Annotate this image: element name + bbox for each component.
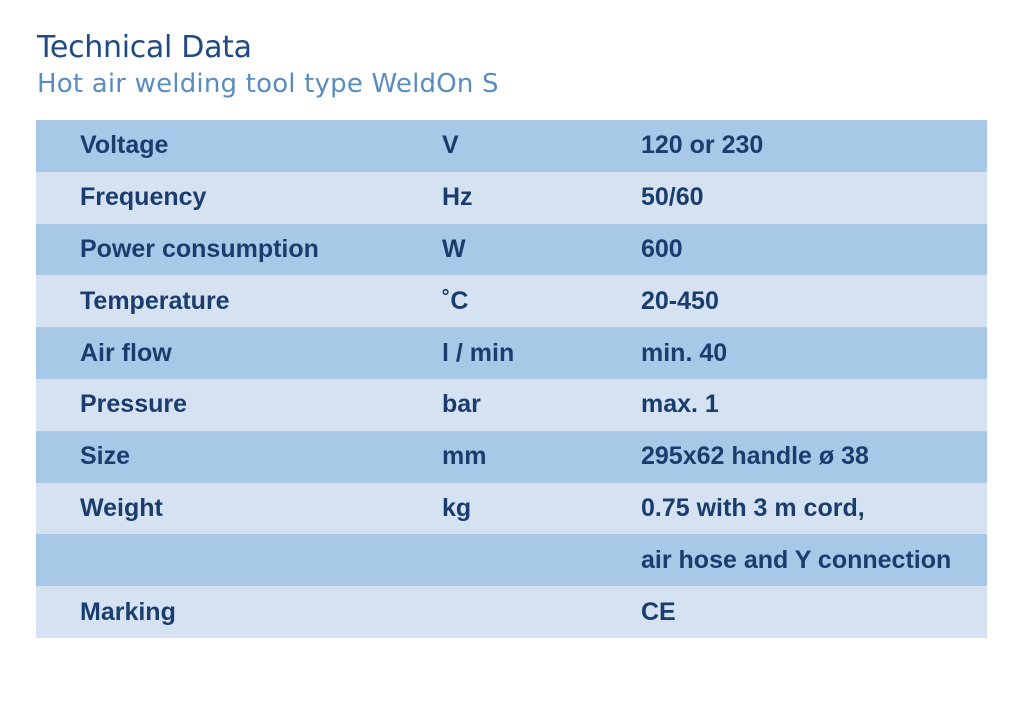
parameter-cell: Power consumption [80, 234, 319, 263]
table-row [36, 483, 987, 535]
value-cell: 20-450 [641, 286, 719, 315]
value-cell: 0.75 with 3 m cord, [641, 493, 865, 522]
unit-cell: W [442, 234, 466, 263]
unit-cell: mm [442, 442, 487, 471]
unit-cell: ˚C [442, 286, 469, 315]
page-title: Technical Data [37, 30, 252, 65]
parameter-cell: Marking [80, 597, 176, 626]
unit-cell: Hz [442, 183, 473, 212]
unit-cell: V [442, 131, 459, 160]
parameter-cell: Pressure [80, 390, 188, 419]
table-row [36, 120, 987, 172]
parameter-cell: Air flow [80, 338, 172, 367]
table-row [36, 534, 987, 586]
table-row [36, 327, 987, 379]
value-cell: min. 40 [641, 338, 728, 367]
parameter-cell: Temperature [80, 286, 230, 315]
value-cell: air hose and Y connection [641, 545, 952, 574]
parameter-cell: Frequency [80, 183, 207, 212]
value-cell: max. 1 [641, 390, 719, 419]
technical-data-table [36, 120, 987, 638]
table-row [36, 275, 987, 327]
value-cell: 600 [641, 234, 683, 263]
table-row [36, 586, 987, 638]
value-cell: 120 or 230 [641, 131, 764, 160]
unit-cell: l / min [442, 338, 515, 367]
unit-cell: kg [442, 493, 472, 522]
value-cell: 295x62 handle ø 38 [641, 442, 869, 471]
table-row [36, 431, 987, 483]
table-row [36, 224, 987, 276]
parameter-cell: Voltage [80, 131, 169, 160]
unit-cell: bar [442, 390, 481, 419]
value-cell: CE [641, 597, 676, 626]
parameter-cell: Size [80, 442, 131, 471]
table-row [36, 379, 987, 431]
value-cell: 50/60 [641, 183, 704, 212]
parameter-cell: Weight [80, 493, 163, 522]
table-row [36, 172, 987, 224]
page-subtitle: Hot air welding tool type WeldOn S [37, 69, 499, 99]
